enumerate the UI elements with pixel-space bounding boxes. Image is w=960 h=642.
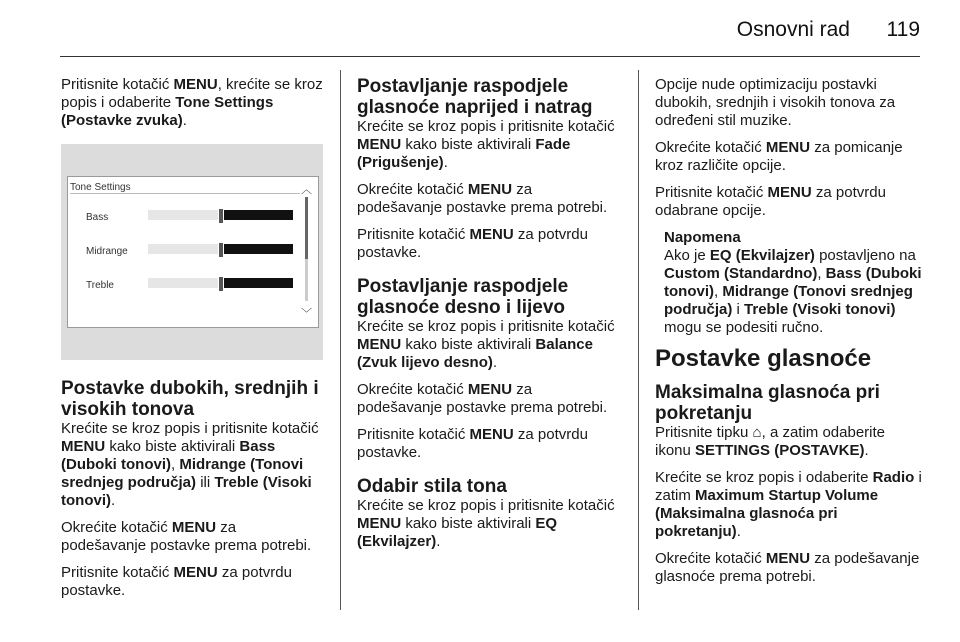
paragraph: [357, 381, 621, 417]
column-1: [61, 76, 323, 609]
paragraph: [655, 139, 923, 175]
text-run: .: [436, 533, 441, 550]
text-run: .: [443, 154, 448, 171]
bold-term: Midrange (Tonovi srednjeg područja): [664, 283, 913, 318]
page-number: 119: [886, 18, 920, 41]
setting-row-bass: [86, 207, 296, 223]
bold-term: MENU: [61, 438, 106, 455]
paragraph: [357, 118, 621, 172]
bold-term: Radio: [872, 469, 915, 486]
paragraph: [61, 76, 323, 130]
bold-term: MENU: [173, 76, 218, 93]
text-run: kako biste aktivirali: [401, 136, 536, 153]
paragraph: [655, 424, 923, 460]
paragraph: [357, 497, 621, 551]
paragraph: [61, 519, 323, 555]
text-run: Okrećite kotačić: [61, 519, 172, 536]
setting-label: Midrange: [86, 246, 128, 257]
text-run: Opcije nude optimizaciju postavki dubokih, srednjih i visokih tonova za određeni stil muzike.: [655, 76, 896, 129]
text-run: Krećite se kroz popis i pritisnite kotačić: [357, 497, 615, 514]
setting-row-midrange: [86, 241, 296, 257]
page-header: [0, 0, 960, 52]
level-bar: [148, 210, 293, 220]
bold-term: Balance (Zvuk lijevo desno): [357, 336, 593, 371]
paragraph: [357, 318, 621, 372]
scrollbar: [305, 197, 308, 301]
section-heading: Postavke dubokih, srednjih i visokih tonova: [61, 378, 319, 420]
tone-settings-figure: [61, 144, 323, 360]
text-run: Krećite se kroz popis i odaberite: [655, 469, 873, 486]
bold-term: MENU: [357, 136, 402, 153]
bold-term: MENU: [357, 336, 402, 353]
level-fill: [221, 278, 294, 288]
text-run: za potvrdu odabrane opcije.: [655, 184, 886, 219]
setting-label: Bass: [86, 212, 109, 223]
text-run: .: [111, 492, 116, 509]
level-knob: [218, 242, 224, 258]
text-run: ,: [817, 265, 826, 282]
setting-label: Treble: [86, 280, 114, 291]
bold-term: MENU: [767, 184, 812, 201]
text-run: Okrećite kotačić: [357, 381, 468, 398]
bold-term: MENU: [171, 519, 217, 536]
tone-settings-screen: [67, 176, 319, 328]
section-heading: Postavljanje raspodjele glasnoće desno i lijevo: [357, 276, 569, 318]
paragraph: [655, 184, 923, 220]
text-run: Pritisnite kotačić: [61, 564, 174, 581]
level-fill: [221, 210, 294, 220]
text-run: ,: [170, 456, 180, 473]
bold-term: MENU: [469, 426, 514, 443]
text-run: Pritisnite kotačić: [357, 226, 470, 243]
paragraph: [655, 469, 923, 541]
text-run: Pritisnite kotačić: [357, 426, 470, 443]
text-run: Pritisnite tipku: [655, 424, 753, 441]
chevron-down-icon: ﹀: [301, 308, 312, 320]
text-run: mogu se podesiti ručno.: [664, 319, 824, 336]
chevron-up-icon: ︿: [301, 184, 312, 196]
paragraph: [357, 181, 621, 217]
text-run: Pritisnite kotačić: [61, 76, 174, 93]
level-fill: [221, 244, 294, 254]
text-run: Krećite se kroz popis i pritisnite kotačić: [357, 318, 615, 335]
section-heading: Postavljanje raspodjele glasnoće naprijed i natrag: [357, 76, 593, 118]
level-bar: [148, 244, 293, 254]
paragraph: [61, 564, 323, 600]
note-text: [664, 247, 923, 337]
paragraph: [655, 550, 923, 586]
bold-term: Midrange (Tonovi srednjeg područja): [61, 456, 304, 491]
text-run: .: [492, 354, 498, 371]
text-run: za podešavanje postavke prema potrebi.: [357, 381, 608, 416]
text-run: Pritisnite kotačić: [655, 184, 768, 201]
text-run: i zatim: [655, 469, 922, 504]
text-run: , krećite se kroz popis i odaberite: [61, 76, 323, 111]
setting-row-treble: [86, 275, 296, 291]
text-run: postavljeno na: [814, 247, 916, 264]
level-knob: [218, 276, 224, 292]
bold-term: Tone Settings (Postavke zvuka): [61, 94, 274, 129]
section-heading: Odabir stila tona: [357, 476, 507, 497]
text-run: .: [736, 523, 741, 540]
chapter-heading: Postavke glasnoće: [655, 345, 872, 372]
text-run: za podešavanje postavke prema potrebi.: [357, 181, 608, 216]
text-run: Okrećite kotačić: [655, 550, 766, 567]
level-bar: [148, 278, 293, 288]
text-run: za potvrdu postavke.: [61, 564, 292, 599]
paragraph: [655, 76, 923, 130]
section-heading: Maksimalna glasnoća pri pokretanju: [655, 382, 880, 424]
bold-term: MENU: [765, 139, 811, 156]
paragraph: [357, 426, 621, 462]
bold-term: Treble (Visoki tonovi): [744, 301, 896, 318]
paragraph: [357, 226, 621, 262]
text-run: za pomicanje kroz različite opcije.: [655, 139, 903, 174]
bold-term: EQ (Ekvilajzer): [709, 247, 815, 264]
text-run: .: [182, 112, 187, 129]
paragraph: [61, 420, 323, 510]
screen-title: Tone Settings: [70, 179, 300, 194]
chapter-title: Osnovni rad: [736, 18, 850, 41]
scrollbar-thumb: [305, 197, 308, 259]
text-run: Ako je: [664, 247, 710, 264]
bold-term: MENU: [467, 381, 513, 398]
text-run: kako biste aktivirali: [401, 336, 536, 353]
column-divider: [638, 70, 639, 610]
bold-term: MENU: [765, 550, 811, 567]
text-run: ,: [714, 283, 723, 300]
bold-term: Bass (Duboki tonovi): [664, 265, 922, 300]
text-run: Okrećite kotačić: [655, 139, 766, 156]
text-run: i: [732, 301, 745, 318]
text-run: .: [864, 442, 869, 459]
text-run: Krećite se kroz popis i pritisnite kotačić: [61, 420, 319, 437]
column-3: [655, 76, 923, 595]
column-divider: [340, 70, 341, 610]
bold-term: MENU: [467, 181, 513, 198]
text-run: kako biste aktivirali: [401, 515, 536, 532]
text-run: ili: [196, 474, 215, 491]
text-run: za potvrdu postavke.: [357, 426, 588, 461]
level-knob: [218, 208, 224, 224]
column-2: [357, 76, 621, 560]
bold-term: Maximum Startup Volume (Maksimalna glasnoća pri pokretanju): [655, 487, 879, 540]
bold-term: Treble (Visoki tonovi): [61, 474, 312, 509]
bold-term: MENU: [469, 226, 514, 243]
bold-term: Fade (Prigušenje): [357, 136, 571, 171]
bold-term: Bass (Duboki tonovi): [61, 438, 276, 473]
home-icon: ⌂: [752, 424, 762, 441]
note-box: [655, 229, 923, 337]
text-run: Krećite se kroz popis i pritisnite kotačić: [357, 118, 615, 135]
header-rule: [60, 56, 920, 57]
text-run: , a zatim odaberite ikonu: [655, 424, 886, 459]
bold-term: SETTINGS (POSTAVKE): [695, 442, 865, 459]
bold-term: Custom (Standardno): [664, 265, 818, 282]
text-run: kako biste aktivirali: [105, 438, 240, 455]
text-run: za potvrdu postavke.: [357, 226, 588, 261]
bold-term: MENU: [173, 564, 218, 581]
bold-term: EQ (Ekvilajzer): [357, 515, 558, 550]
bold-term: MENU: [357, 515, 402, 532]
text-run: za podešavanje glasnoće prema potrebi.: [655, 550, 920, 585]
text-run: Okrećite kotačić: [357, 181, 468, 198]
text-run: za podešavanje postavke prema potrebi.: [61, 519, 312, 554]
note-title: Napomena: [664, 229, 741, 246]
